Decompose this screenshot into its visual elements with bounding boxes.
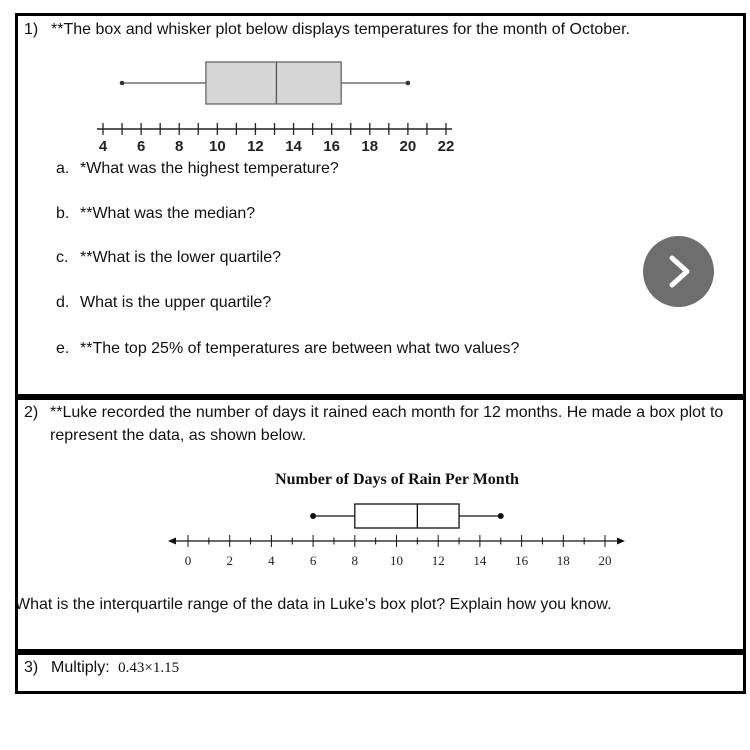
tick-label: 4 — [98, 138, 108, 155]
tick-label: 14 — [473, 553, 487, 568]
question-1-header — [24, 18, 630, 41]
sub-question-letter: c. — [56, 249, 69, 266]
sub-question-c — [56, 249, 281, 267]
tick-label: 0 — [184, 553, 192, 568]
tick-label: 20 — [598, 553, 612, 568]
math-expression: 0.43×1.15 — [118, 660, 180, 676]
temperature-box-plot — [73, 56, 463, 155]
question-3-header — [24, 656, 179, 680]
tick-label: 8 — [175, 138, 184, 155]
max-point — [406, 81, 411, 86]
tick-label: 14 — [285, 138, 302, 155]
question-3-panel — [15, 652, 746, 694]
question-text: **Luke recorded the number of days it rained each month for 12 months. He made a box plot to represent the data, as shown below. — [50, 404, 724, 444]
question-1-panel — [15, 13, 746, 397]
iqr-box — [206, 62, 341, 104]
question-text: **The box and whisker plot below displays temperatures for the month of October. — [51, 21, 630, 38]
sub-question-e — [56, 340, 519, 358]
axis-arrow-right — [617, 538, 625, 545]
iqr-box — [355, 504, 459, 528]
sub-question-text: **What was the median? — [80, 205, 256, 222]
sub-question-text: What is the upper quartile? — [80, 294, 272, 311]
chevron-right-icon — [643, 236, 714, 307]
sub-question-letter: b. — [56, 205, 70, 222]
question-2-panel — [15, 397, 746, 652]
sub-question-b — [56, 205, 255, 223]
tick-label: 6 — [136, 138, 146, 155]
sub-question-text: *What was the highest temperature? — [80, 160, 339, 177]
tick-label: 22 — [437, 138, 455, 155]
tick-label: 10 — [208, 138, 226, 155]
tick-label: 2 — [226, 553, 233, 568]
axis-arrow-left — [168, 538, 176, 545]
tick-label: 16 — [323, 138, 341, 155]
sub-question-letter: d. — [56, 294, 70, 311]
tick-label: 12 — [247, 138, 264, 155]
sub-question-text: **The top 25% of temperatures are between what two values? — [80, 340, 520, 357]
question-number: 2) — [24, 404, 39, 421]
max-point — [498, 513, 504, 519]
tick-label: 6 — [309, 553, 317, 568]
min-point — [310, 513, 316, 519]
sub-question-a — [56, 160, 339, 178]
question-number: 1) — [24, 21, 39, 38]
tick-label: 16 — [515, 553, 529, 568]
tick-label: 4 — [268, 553, 275, 568]
tick-label: 10 — [390, 553, 403, 568]
sub-question-d — [56, 294, 271, 312]
next-button[interactable] — [643, 236, 714, 307]
tick-label: 12 — [431, 553, 445, 568]
tick-label: 18 — [361, 138, 379, 155]
tick-label: 8 — [351, 553, 359, 568]
follow-up-question: What is the interquartile range of the data in Luke’s box plot? Explain how you know. — [15, 596, 612, 613]
sub-question-text: **What is the lower quartile? — [80, 249, 281, 266]
question-number: 3) — [24, 659, 39, 676]
chart-title: Number of Days of Rain Per Month — [275, 471, 519, 488]
question-text: Multiply: — [51, 659, 110, 676]
tick-label: 18 — [556, 553, 570, 568]
tick-label: 20 — [399, 138, 417, 155]
sub-question-letter: e. — [56, 340, 70, 357]
rain-box-plot — [148, 466, 618, 576]
sub-question-letter: a. — [56, 160, 70, 177]
min-point — [120, 81, 125, 86]
